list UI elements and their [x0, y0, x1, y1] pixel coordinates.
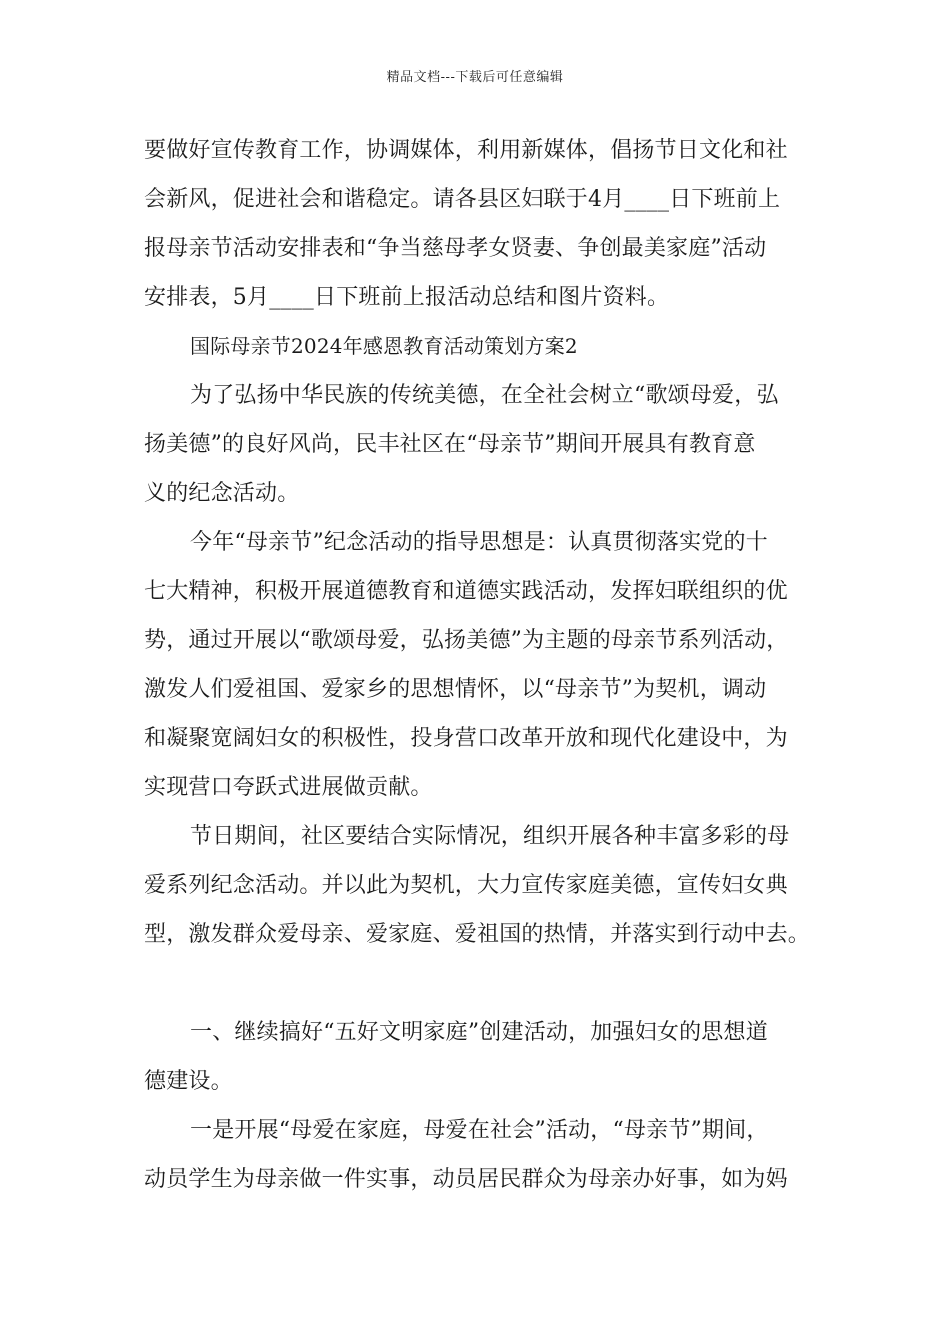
text-line: 实现营口夸跃式进展做贡献。	[144, 775, 433, 800]
paragraph-start: 为了弘扬中华民族的传统美德，在全社会树立“歌颂母爱，弘	[190, 383, 779, 408]
text-line: 动员学生为母亲做一件实事，动员居民群众为母亲办好事，如为妈	[144, 1167, 788, 1192]
text-line: 扬美德”的良好风尚，民丰社区在“母亲节”期间开展具有教育意	[144, 432, 756, 457]
text-line: 爱系列纪念活动。并以此为契机，大力宣传家庭美德，宣传妇女典	[144, 873, 788, 898]
paragraph-start: 今年“母亲节”纪念活动的指导思想是：认真贯彻落实党的十	[190, 530, 768, 555]
text-line: 和凝聚宽阔妇女的积极性，投身营口改革开放和现代化建设中，为	[144, 726, 788, 751]
paragraph-start: 节日期间，社区要结合实际情况，组织开展各种丰富多彩的母	[190, 824, 790, 849]
text-line: 义的纪念活动。	[144, 481, 300, 506]
text-line: 德建设。	[144, 1069, 233, 1094]
text-line: 七大精神，积极开展道德教育和道德实践活动，发挥妇联组织的优	[144, 579, 788, 604]
text-line: 会新风，促进社会和谐稳定。请各县区妇联于4月____日下班前上	[144, 187, 781, 212]
section-title: 国际母亲节2024年感恩教育活动策划方案2	[190, 334, 578, 358]
text-line: 激发人们爱祖国、爱家乡的思想情怀，以“母亲节”为契机，调动	[144, 677, 767, 702]
text-line: 势，通过开展以“歌颂母爱，弘扬美德”为主题的母亲节系列活动，	[144, 628, 789, 653]
paragraph-start: 一是开展“母爱在家庭，母爱在社会”活动，“母亲节”期间，	[190, 1118, 769, 1143]
text-line: 报母亲节活动安排表和“争当慈母孝女贤妻、争创最美家庭”活动	[144, 236, 767, 261]
page-header: 精品文档---下载后可任意编辑	[386, 70, 564, 85]
heading-item-one: 一、继续搞好“五好文明家庭”创建活动，加强妇女的思想道	[190, 1020, 768, 1045]
text-line: 安排表，5月____日下班前上报活动总结和图片资料。	[144, 285, 670, 310]
document-body	[144, 126, 828, 1204]
text-line: 型，激发群众爱母亲、爱家庭、爱祖国的热情，并落实到行动中去。	[144, 922, 811, 947]
text-line: 要做好宣传教育工作，协调媒体，利用新媒体，倡扬节日文化和社	[144, 138, 788, 163]
blank-line	[144, 959, 828, 1008]
